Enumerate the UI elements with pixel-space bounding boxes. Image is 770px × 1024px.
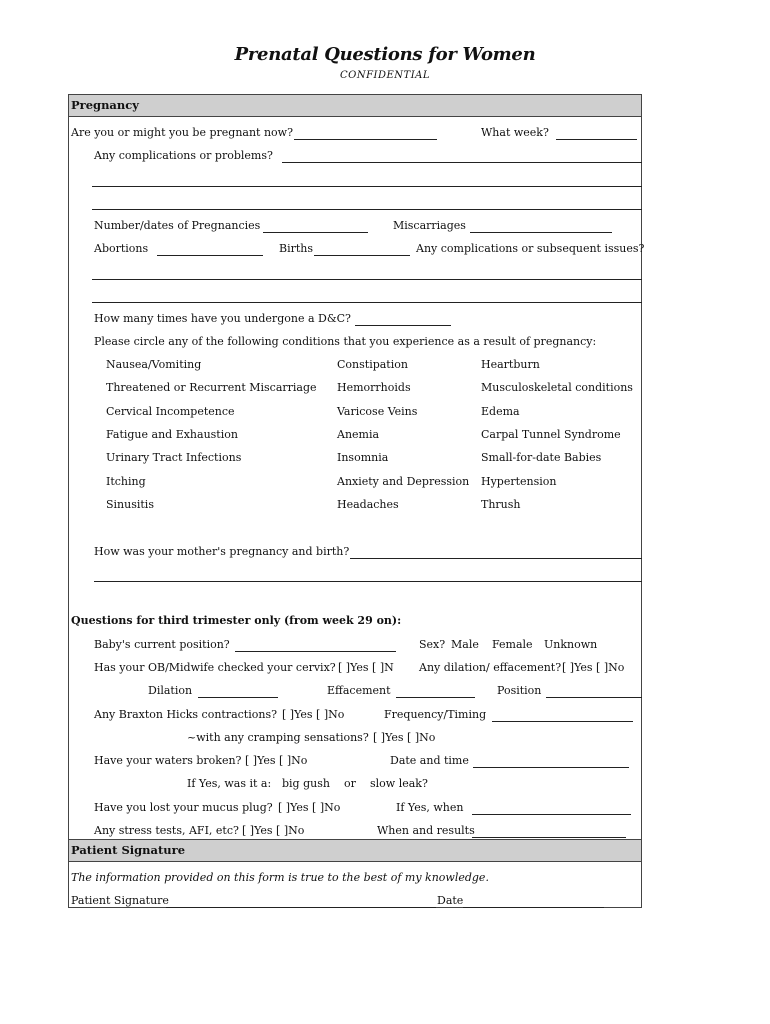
condition-option[interactable]: Edema xyxy=(481,405,520,418)
pregnant-now-field[interactable] xyxy=(294,139,437,140)
effacement-label: Effacement xyxy=(327,684,391,697)
condition-option[interactable]: Headaches xyxy=(337,498,399,511)
sex-label: Sex? xyxy=(419,638,446,651)
question-cervix-checked: Has your OB/Midwife checked your cervix? xyxy=(94,661,336,674)
condition-option[interactable]: Hypertension xyxy=(481,475,557,488)
if-yes-when-label: If Yes, when xyxy=(396,801,464,814)
births-field[interactable] xyxy=(314,255,410,256)
condition-option[interactable]: Carpal Tunnel Syndrome xyxy=(481,428,621,441)
condition-option[interactable]: Varicose Veins xyxy=(337,405,418,418)
what-week-field[interactable] xyxy=(556,139,637,140)
question-pregnant-now: Are you or might you be pregnant now? xyxy=(71,126,293,139)
question-gush-or-leak: If Yes, was it a: xyxy=(187,777,272,790)
complications-field-line-2[interactable] xyxy=(92,186,642,187)
number-dates-field[interactable] xyxy=(263,232,368,233)
miscarriages-field[interactable] xyxy=(470,232,612,233)
or-label: or xyxy=(344,777,356,790)
waters-yes-no[interactable]: [ ]Yes [ ]No xyxy=(245,754,308,767)
when-results-label: When and results xyxy=(377,824,475,837)
sex-option-female[interactable]: Female xyxy=(492,638,533,651)
position-field[interactable] xyxy=(546,697,642,698)
question-dc: How many times have you undergone a D&C? xyxy=(94,312,351,325)
question-braxton-hicks: Any Braxton Hicks contractions? xyxy=(94,708,277,721)
complications-field[interactable] xyxy=(282,162,642,163)
position-label: Position xyxy=(497,684,542,697)
condition-option[interactable]: Anemia xyxy=(337,428,380,441)
question-subsequent-issues: Any complications or subsequent issues? xyxy=(416,242,645,255)
frequency-timing-field[interactable] xyxy=(492,721,633,722)
abortions-field[interactable] xyxy=(157,255,263,256)
sex-option-unknown[interactable]: Unknown xyxy=(544,638,598,651)
section-header-third-trimester: Questions for third trimester only (from week 29 on): xyxy=(71,614,402,627)
question-complications: Any complications or problems? xyxy=(94,149,273,162)
question-stress-tests: Any stress tests, AFI, etc? xyxy=(94,824,239,837)
baby-position-field[interactable] xyxy=(235,651,396,652)
signature-field[interactable] xyxy=(166,907,436,908)
question-what-week: What week? xyxy=(481,126,549,139)
question-abortions: Abortions xyxy=(94,242,149,255)
when-results-field[interactable] xyxy=(472,837,626,838)
subsequent-issues-field-line-2[interactable] xyxy=(92,302,642,303)
question-waters-broken: Have your waters broken? xyxy=(94,754,242,767)
condition-option[interactable]: Cervical Incompetence xyxy=(106,405,235,418)
condition-option[interactable]: Fatigue and Exhaustion xyxy=(106,428,238,441)
question-miscarriages: Miscarriages xyxy=(393,219,466,232)
subsequent-issues-field[interactable] xyxy=(92,279,642,280)
question-mucus-plug: Have you lost your mucus plug? xyxy=(94,801,273,814)
condition-option[interactable]: Itching xyxy=(106,475,146,488)
date-label: Date xyxy=(437,894,464,907)
question-mother-pregnancy: How was your mother's pregnancy and birth? xyxy=(94,545,350,558)
condition-option[interactable]: Heartburn xyxy=(481,358,540,371)
frequency-timing-label: Frequency/Timing xyxy=(384,708,487,721)
section-header-pregnancy: Pregnancy xyxy=(68,94,642,117)
condition-option[interactable]: Small-for-date Babies xyxy=(481,451,602,464)
question-dilation-effacement: Any dilation/ effacement? xyxy=(419,661,562,674)
condition-option[interactable]: Musculoskeletal conditions xyxy=(481,381,633,394)
page-title: Prenatal Questions for Women xyxy=(234,44,536,65)
mother-pregnancy-field[interactable] xyxy=(350,558,642,559)
dc-field[interactable] xyxy=(355,325,451,326)
date-time-label: Date and time xyxy=(390,754,469,767)
option-big-gush[interactable]: big gush xyxy=(282,777,330,790)
signature-date-field[interactable] xyxy=(463,907,604,908)
mucus-yes-no[interactable]: [ ]Yes [ ]No xyxy=(278,801,341,814)
condition-option[interactable]: Urinary Tract Infections xyxy=(106,451,242,464)
signature-statement: The information provided on this form is true to the best of my knowledge. xyxy=(71,871,489,884)
dilation-field[interactable] xyxy=(198,697,278,698)
condition-option[interactable]: Constipation xyxy=(337,358,408,371)
condition-option[interactable]: Thrush xyxy=(481,498,521,511)
condition-option[interactable]: Hemorrhoids xyxy=(337,381,411,394)
signature-label: Patient Signature xyxy=(71,894,169,907)
question-circle-conditions: Please circle any of the following conditions that you experience as a result of pregnancy: xyxy=(94,335,597,348)
mother-pregnancy-field-line-2[interactable] xyxy=(94,581,642,582)
question-births: Births xyxy=(279,242,314,255)
cervix-yes-no[interactable]: [ ]Yes [ ]N xyxy=(338,661,394,674)
question-number-dates: Number/dates of Pregnancies xyxy=(94,219,261,232)
dilation-label: Dilation xyxy=(148,684,193,697)
sex-option-male[interactable]: Male xyxy=(451,638,479,651)
condition-option[interactable]: Nausea/Vomiting xyxy=(106,358,202,371)
stress-yes-no[interactable]: [ ]Yes [ ]No xyxy=(242,824,305,837)
cramping-yes-no[interactable]: [ ]Yes [ ]No xyxy=(373,731,436,744)
complications-field-line-3[interactable] xyxy=(92,209,642,210)
condition-option[interactable]: Anxiety and Depression xyxy=(337,475,470,488)
mucus-when-field[interactable] xyxy=(472,814,631,815)
condition-option[interactable]: Insomnia xyxy=(337,451,389,464)
section-header-patient-signature: Patient Signature xyxy=(68,839,642,862)
option-slow-leak[interactable]: slow leak? xyxy=(370,777,428,790)
confidential-label: CONFIDENTIAL xyxy=(339,70,431,81)
question-baby-position: Baby's current position? xyxy=(94,638,230,651)
effacement-field[interactable] xyxy=(396,697,475,698)
question-cramping: ~with any cramping sensations? xyxy=(187,731,369,744)
braxton-yes-no[interactable]: [ ]Yes [ ]No xyxy=(282,708,345,721)
date-time-field[interactable] xyxy=(473,767,629,768)
condition-option[interactable]: Threatened or Recurrent Miscarriage xyxy=(106,381,317,394)
dilation-yes-no[interactable]: [ ]Yes [ ]No xyxy=(562,661,625,674)
condition-option[interactable]: Sinusitis xyxy=(106,498,154,511)
